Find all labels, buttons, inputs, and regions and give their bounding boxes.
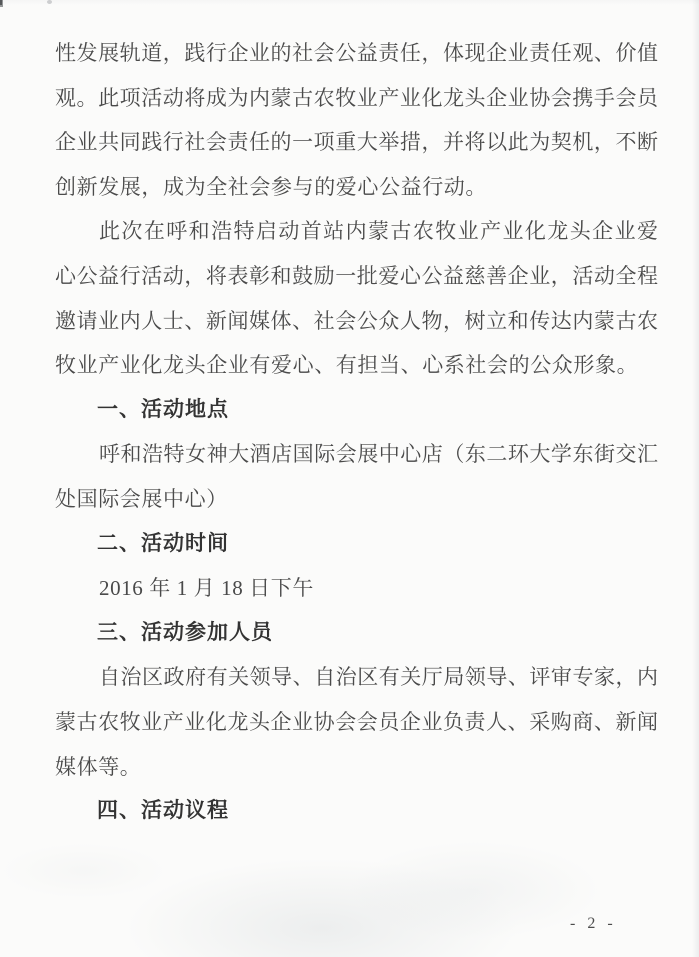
- event-date: 2016 年 1 月 18 日下午: [99, 576, 314, 601]
- document-body: [55, 31, 658, 834]
- body-line: 创新发展，成为全社会参与的爱心公益行动。: [55, 174, 487, 199]
- event-location-line: 呼和浩特女神大酒店国际会展中心店（东二环大学东街交汇: [99, 442, 658, 467]
- body-line: 性发展轨道，践行企业的社会公益责任，体现企业责任观、价值: [55, 41, 658, 65]
- section-heading-agenda: 四、活动议程: [97, 799, 229, 823]
- participants-line: 自治区政府有关领导、自治区有关厅局领导、评审专家，内: [99, 665, 658, 690]
- section-heading-time: 二、活动时间: [97, 531, 229, 555]
- event-location-line: 处国际会展中心）: [55, 486, 228, 511]
- body-line: 观。此项活动将成为内蒙古农牧业产业化龙头企业协会携手会员: [55, 85, 658, 110]
- participants-line: 媒体等。: [55, 754, 142, 779]
- scan-speck: [0, 0, 2, 5]
- participants-line: 蒙古农牧业产业化龙头企业协会会员企业负责人、采购商、新闻: [55, 709, 658, 734]
- section-heading-participants: 三、活动参加人员: [97, 620, 273, 644]
- page-number: - 2 -: [570, 915, 617, 932]
- body-line: 牧业产业化龙头企业有爱心、有担当、心系社会的公众形象。: [55, 353, 639, 378]
- scan-speck: [47, 0, 52, 4]
- body-line: 邀请业内人士、新闻媒体、社会公众人物，树立和传达内蒙古农: [55, 308, 658, 333]
- body-line: 此次在呼和浩特启动首站内蒙古农牧业产业化龙头企业爱: [99, 219, 658, 244]
- section-heading-location: 一、活动地点: [97, 397, 229, 421]
- body-line: 企业共同践行社会责任的一项重大举措，并将以此为契机，不断: [55, 130, 658, 155]
- body-line: 心公益行活动，将表彰和鼓励一批爱心公益慈善企业，活动全程: [55, 263, 658, 288]
